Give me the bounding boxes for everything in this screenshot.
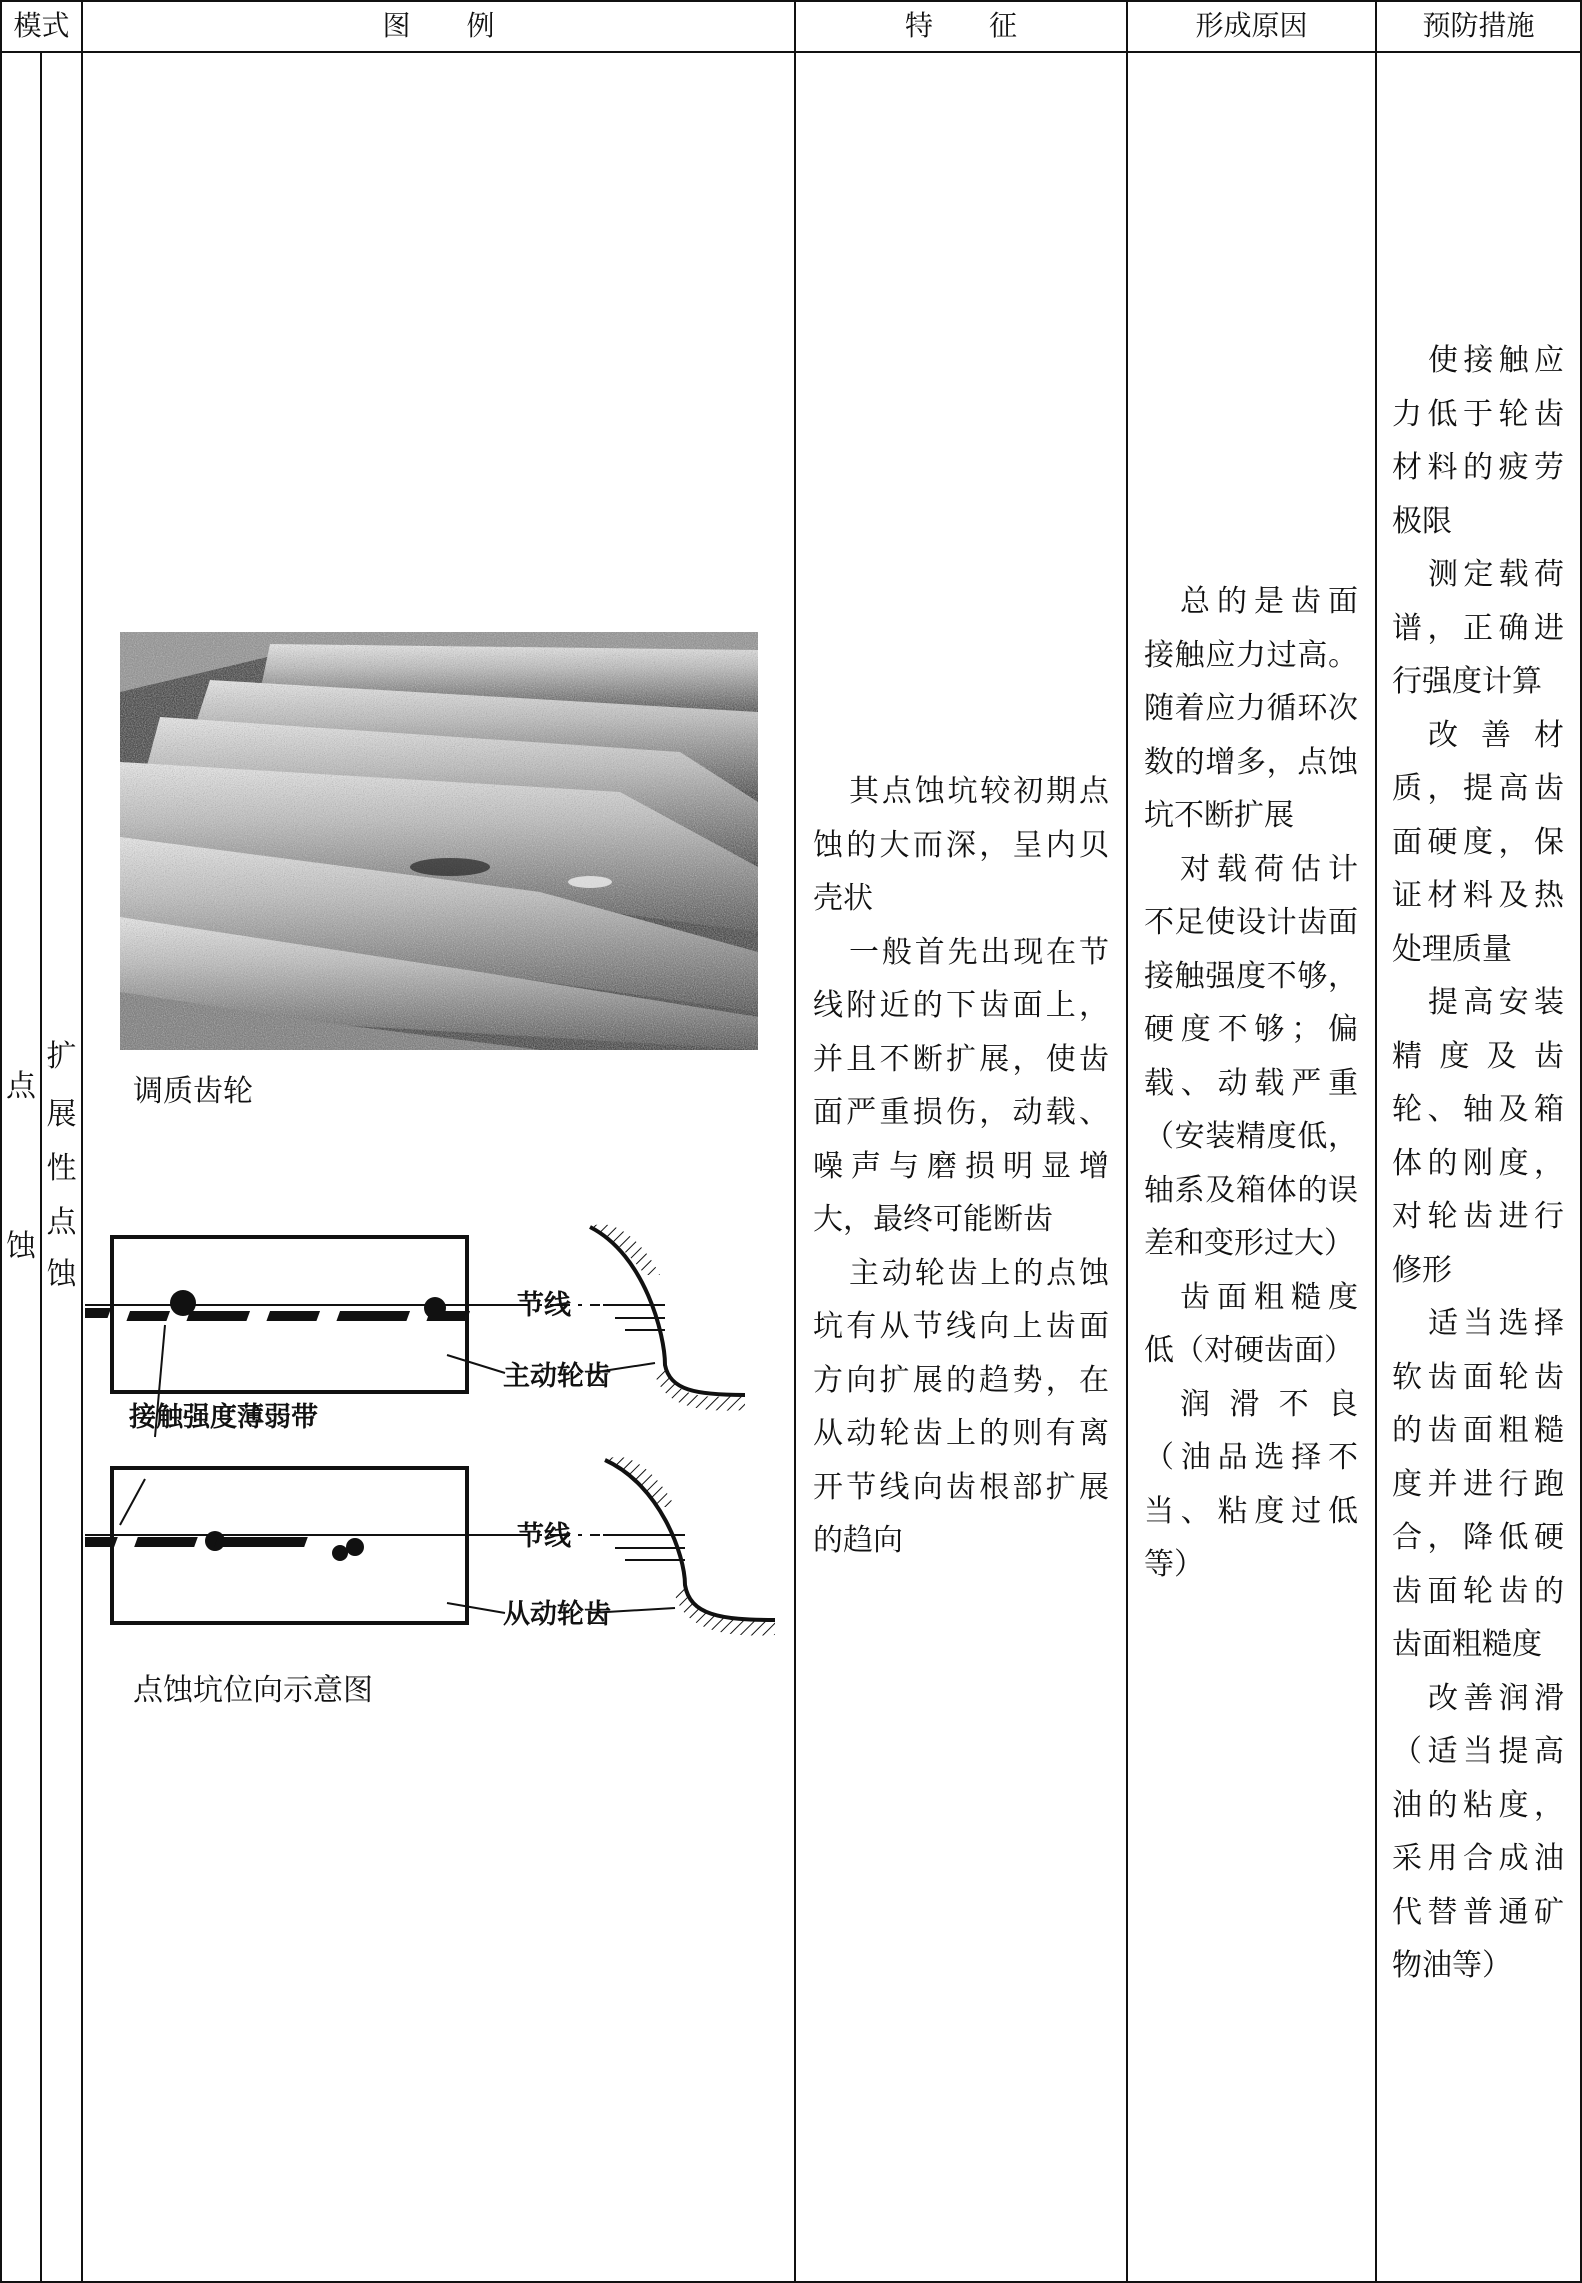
header-prevention: 预防措施 xyxy=(1422,9,1535,42)
prevention-paragraph: 测定载荷谱，正确进行强度计算 xyxy=(1392,557,1564,699)
col-divider-figure xyxy=(81,0,83,2283)
diagram-caption: 点蚀坑位向示意图 xyxy=(133,1673,373,1708)
photo-caption: 调质齿轮 xyxy=(133,1074,253,1109)
col-divider-feature xyxy=(794,0,796,2283)
header-feature: 特 征 xyxy=(904,9,1017,42)
feature-paragraph: 一般首先出现在节线附近的下齿面上，并且不断扩展，使齿面严重损伤，动载、噪声与磨损明显增大，最终可能断齿 xyxy=(813,934,1109,1237)
prevention-paragraph: 适当选择软齿面轮齿的齿面粗糙度并进行跑合，降低硬齿面轮齿的齿面粗糙度 xyxy=(1392,1306,1564,1662)
mode-sub-char: 扩 xyxy=(46,1039,77,1074)
col-divider-cause xyxy=(1126,0,1128,2283)
label-driving-tooth: 主动轮齿 xyxy=(503,1361,611,1392)
prevention-paragraph: 使接触应力低于轮齿材料的疲劳极限 xyxy=(1392,343,1564,539)
mode-sub-char: 展 xyxy=(46,1097,77,1132)
prevention-paragraph: 改善润滑（适当提高油的粘度，采用合成油代替普通矿物油等） xyxy=(1392,1680,1564,1983)
header-cause: 形成原因 xyxy=(1195,9,1308,42)
feature-paragraph: 主动轮齿上的点蚀坑有从节线向上齿面方向扩展的趋势，在从动轮齿上的则有离开节线向齿根部扩展的趋向 xyxy=(813,1255,1109,1558)
table-left-border xyxy=(0,0,2,2283)
cause-paragraph: 对载荷估计不足使设计齿面接触强度不够，硬度不够；偏载、动载严重（安装精度低，轴系及箱体的误差和变形过大） xyxy=(1144,851,1358,1261)
label-weak-band: 接触强度薄弱带 xyxy=(129,1402,318,1433)
mode-main-char: 蚀 xyxy=(6,1229,36,1264)
header-mode: 模式 xyxy=(13,9,70,42)
mode-sub-char: 蚀 xyxy=(46,1257,77,1292)
label-pitch-line-top: 节线 xyxy=(517,1290,571,1321)
feature-text xyxy=(813,765,1109,1568)
label-driven-tooth: 从动轮齿 xyxy=(503,1599,611,1630)
col-divider-prevention xyxy=(1375,0,1377,2283)
mode-main-char: 点 xyxy=(6,1069,36,1104)
gear-pitting-photo xyxy=(120,632,758,1050)
prevention-paragraph: 改善材质，提高齿面硬度，保证材料及热处理质量 xyxy=(1392,717,1564,967)
label-pitch-line-bottom: 节线 xyxy=(517,1521,571,1552)
cause-paragraph: 润滑不良（油品选择不当、粘度过低等） xyxy=(1144,1386,1358,1582)
pitting-orientation-diagram xyxy=(85,1215,795,1645)
cause-text xyxy=(1144,575,1358,1592)
header-figure: 图 例 xyxy=(382,9,495,42)
mode-sub-char: 性 xyxy=(46,1151,77,1186)
cause-paragraph: 总的是齿面接触应力过高。随着应力循环次数的增多，点蚀坑不断扩展 xyxy=(1144,584,1358,833)
feature-paragraph: 其点蚀坑较初期点蚀的大而深，呈内贝壳状 xyxy=(813,774,1109,916)
prevention-paragraph: 提高安装精度及齿轮、轴及箱体的刚度，对轮齿进行修形 xyxy=(1392,985,1564,1288)
cause-paragraph: 齿面粗糙度低（对硬齿面） xyxy=(1144,1279,1358,1368)
prevention-text xyxy=(1392,334,1564,1993)
mode-sub-char: 点 xyxy=(46,1205,77,1240)
